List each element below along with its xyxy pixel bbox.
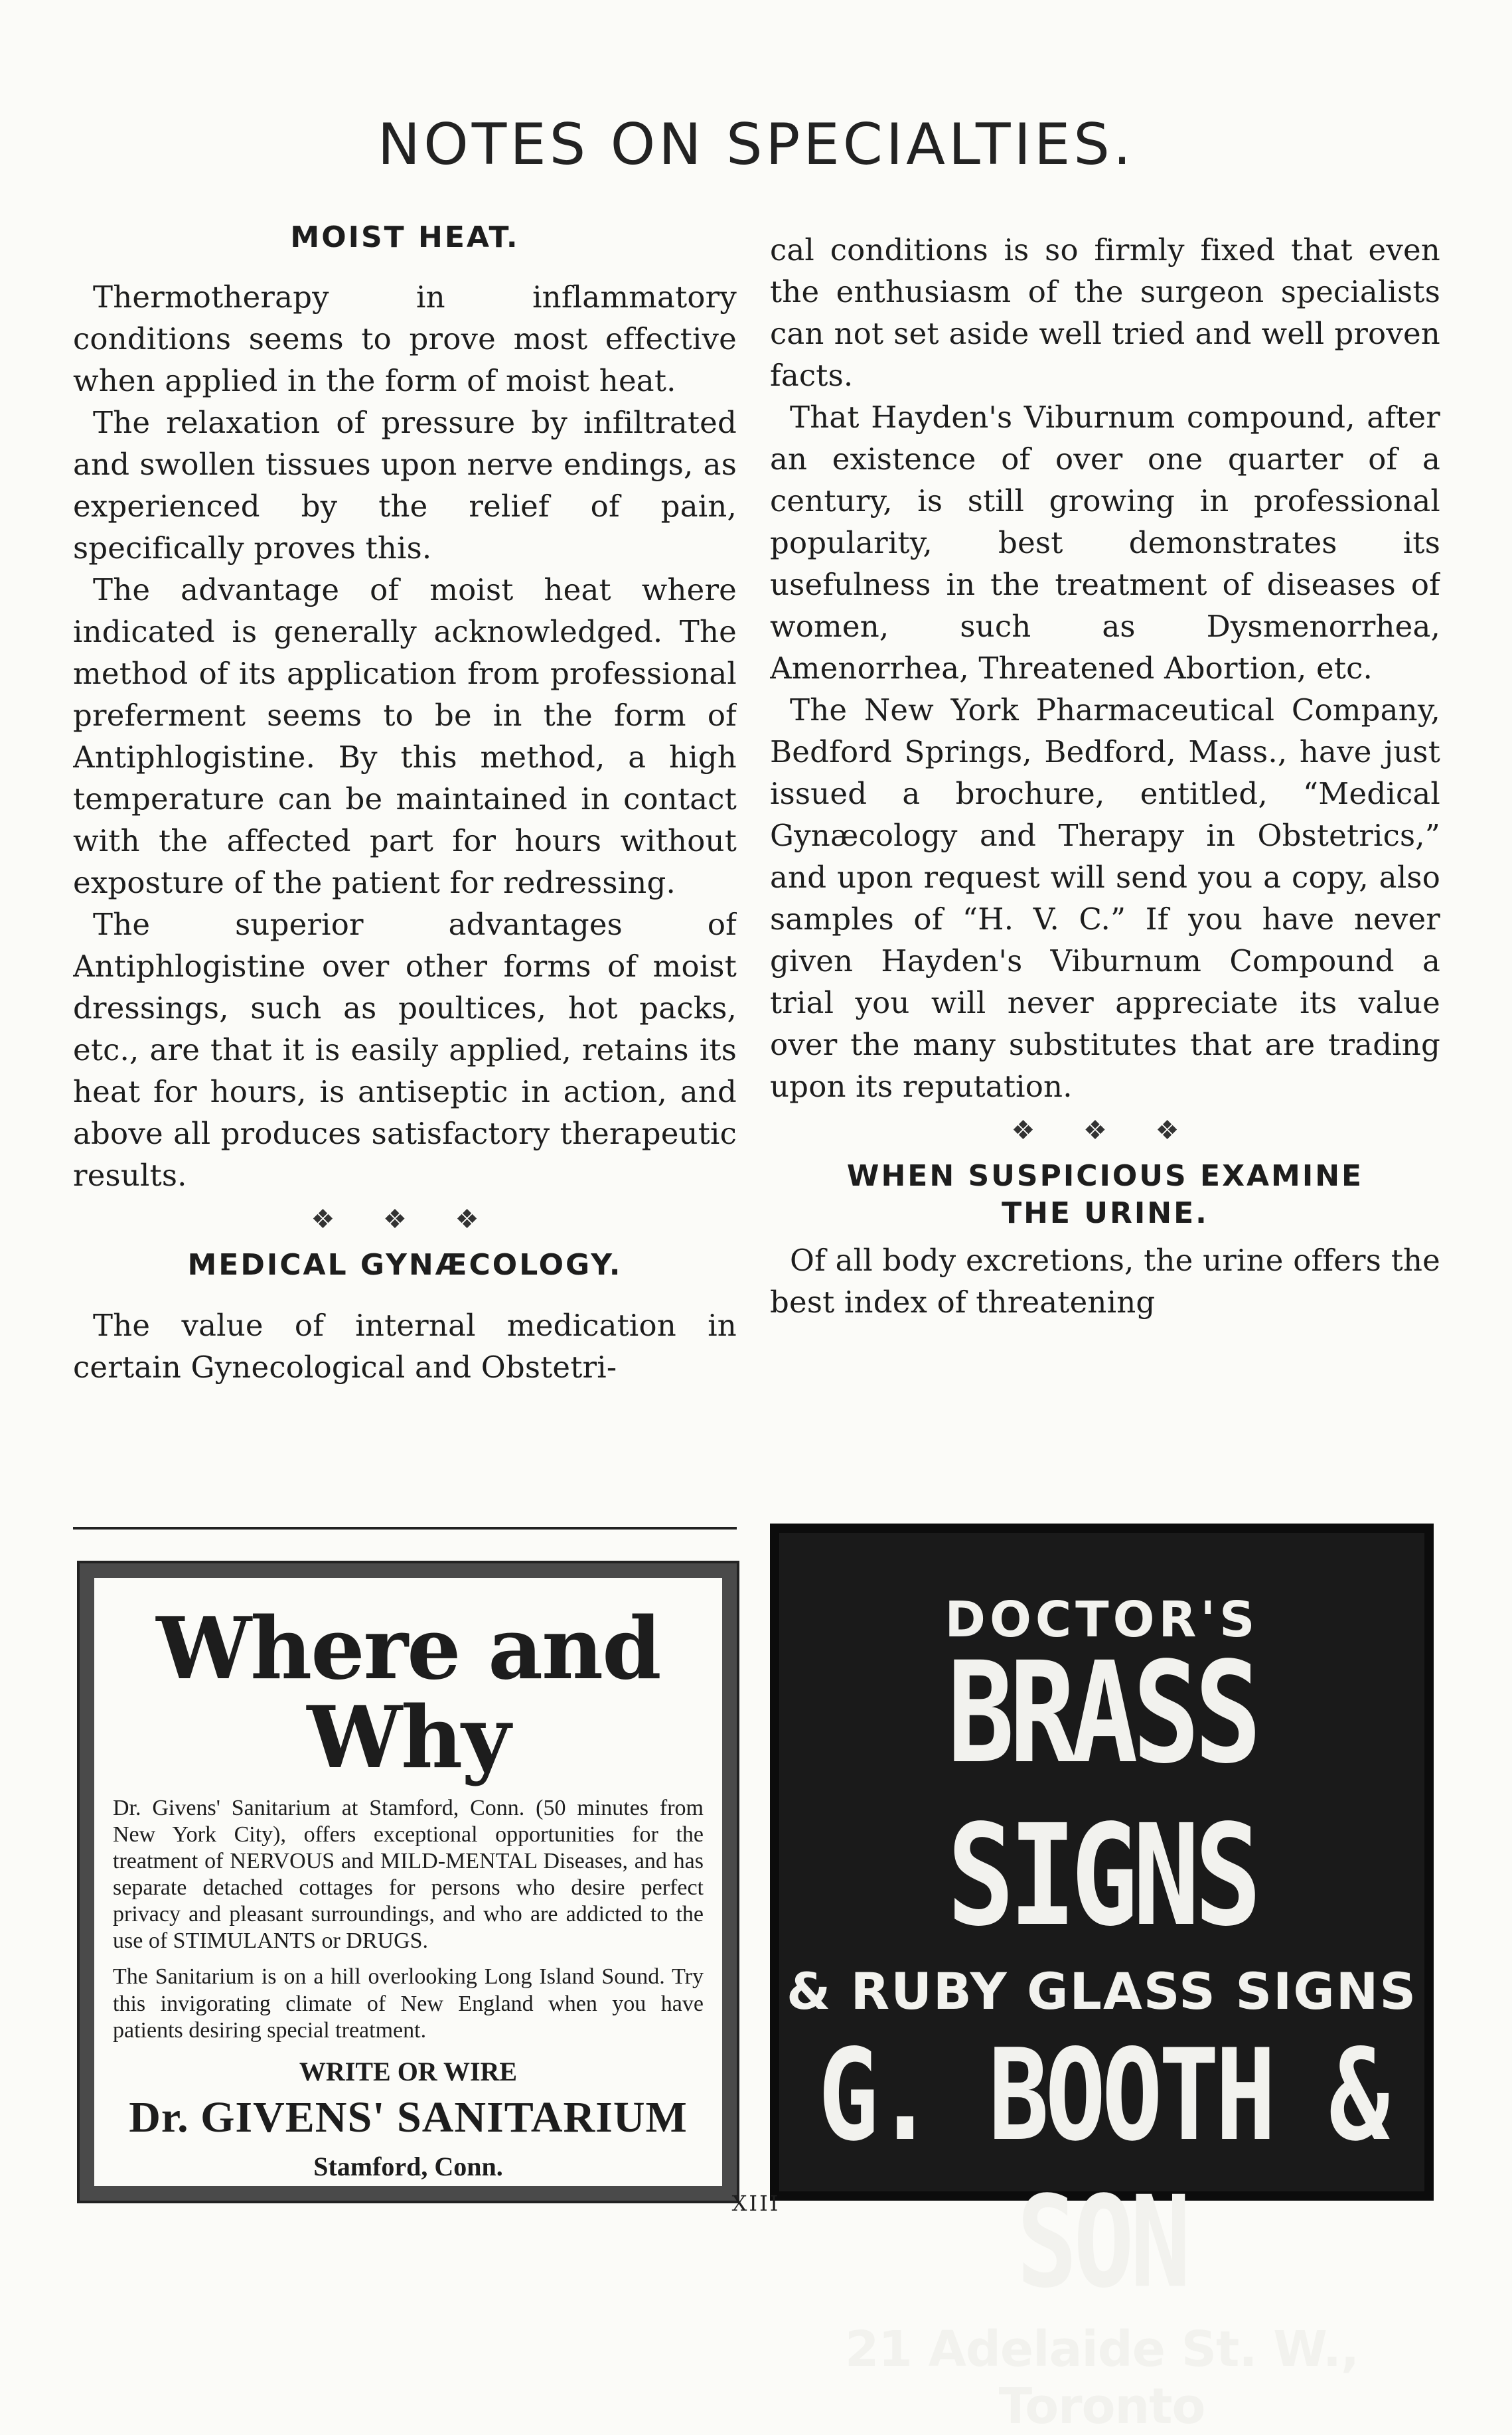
ornament-divider: ❖ ❖ ❖ xyxy=(311,1204,499,1235)
left-column xyxy=(73,219,737,1480)
heading-line: WHEN SUSPICIOUS EXAMINE xyxy=(846,1159,1364,1193)
paragraph: The superior advantages of Antiphlogistine over other forms of moist dressings, such as poultices, hot packs, etc., are that it is easily applied, retains its heat for hours, is antiseptic in action, and above all produces satisfactory therapeutic results. xyxy=(73,907,737,1194)
divider-rule xyxy=(73,1527,737,1530)
section-heading-moist-heat: MOIST HEAT. xyxy=(290,220,520,254)
ad-body-text: Dr. Givens' Sanitarium at Stamford, Conn. (50 minutes from New York City), offers exceptional opportunities for the treatment of NERVOUS and MILD-MENTAL Diseases, and has separate detached cottages for persons who desire perfect privacy and pleasant surroundings, and who are addicted to the use of STIMULANTS or DRUGS. xyxy=(113,1795,704,1954)
section-heading-urine xyxy=(770,1158,1440,1233)
ad-headline: Where and Why xyxy=(156,1599,660,1788)
ad-body-text: The Sanitarium is on a hill overlooking Long Island Sound. Try this invigorating climate of New England when you have patients desiring special treatment. xyxy=(113,1964,704,2043)
page-number: XIII xyxy=(731,2191,781,2216)
section-heading-medical-gynaecology: MEDICAL GYNÆCOLOGY. xyxy=(187,1248,623,1283)
paragraph-continued: cal conditions is so firmly fixed that even the enthusiasm of the surgeon specialists can not set aside well tried and well proven facts. xyxy=(770,232,1440,393)
paragraph: Thermotherapy in inflammatory conditions seems to prove most effective when applied in the form of moist heat. xyxy=(73,279,737,399)
brass-signs-advertisement xyxy=(770,1524,1434,2435)
ad-address: 21 Adelaide St. W., Toronto xyxy=(844,2321,1359,2435)
paragraph: The relaxation of pressure by infiltrated and swollen tissues upon nerve endings, as experienced by the relief of pain, specifically proves this. xyxy=(73,405,737,566)
ad-line: BRASS SIGNS xyxy=(947,1632,1256,1957)
ad-business-name: Dr. GIVENS' SANITARIUM xyxy=(129,2092,688,2142)
ad-call-to-action: WRITE OR WIRE xyxy=(299,2056,518,2086)
ad-location: Stamford, Conn. xyxy=(313,2151,503,2181)
paragraph: The value of internal medication in certain Gynecological and Obstetri- xyxy=(73,1307,737,1385)
paragraph: The advantage of moist heat where indicated is generally acknowledged. The method of its application from professional preferment seems to be in the form of Antiphlogistine. By this method, a high temperature can be maintained in contact with the affected part for hours without exposture of the patient for redressing. xyxy=(73,572,737,901)
paragraph: Of all body excretions, the urine offers the best index of threatening xyxy=(770,1242,1440,1320)
ad-line: & RUBY GLASS SIGNS xyxy=(786,1962,1418,2021)
right-column xyxy=(770,229,1440,1490)
ad-line: G. BOOTH & SON xyxy=(818,2021,1386,2316)
page-title: NOTES ON SPECIALTIES. xyxy=(377,112,1135,178)
paragraph: That Hayden's Viburnum compound, after an existence of over one quarter of a century, is still growing in professional popularity, best demonstrates its usefulness in the treatment of diseases of women, such as Dysmenorrhea, Amenorrhea, Threatened Abortion, etc. xyxy=(770,400,1440,686)
paragraph: The New York Pharmaceutical Company, Bedford Springs, Bedford, Mass., have just issued a brochure, entitled, “Medical Gynæcology and Therapy in Obstetrics,” and upon request will send you a copy, also samples of “H. V. C.” If you have never given Hayden's Viburnum Compound a trial you will never appreciate its value over the many substitutes that are trading upon its reputation. xyxy=(770,692,1440,1104)
ornament-divider: ❖ ❖ ❖ xyxy=(1011,1115,1199,1146)
ad-line: DOCTOR'S xyxy=(945,1591,1259,1648)
heading-line: THE URINE. xyxy=(1002,1196,1209,1231)
sanitarium-advertisement xyxy=(80,1563,737,2201)
